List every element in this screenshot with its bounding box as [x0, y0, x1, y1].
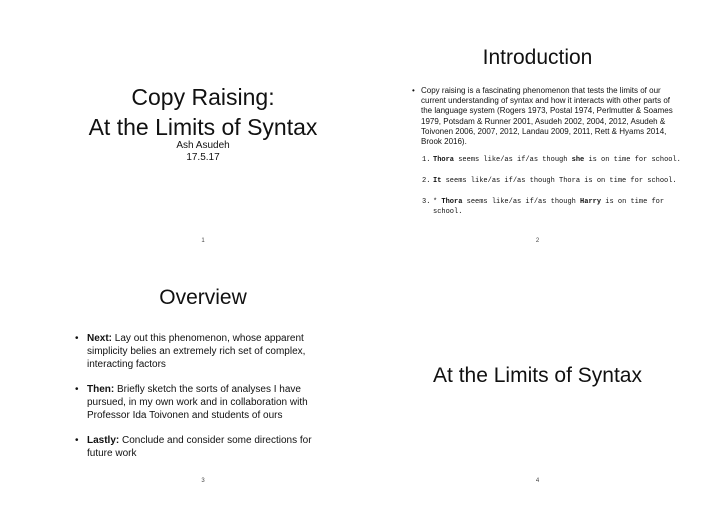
example-item [422, 176, 682, 186]
example-middle: seems like/as if/as though [462, 198, 581, 206]
overview-item [75, 332, 325, 371]
author-name: Ash Asudeh [176, 140, 230, 151]
intro-bullet-text: Copy raising is a fascinating phenomenon that tests the limits of our current understanding of syntax and how it interacts with other parts of the language system (Rogers 1973, Postal 1974, Perlmutter & Soames 1979, Potsdam & Runner 2001, Asudeh 2002, 2004, 2012, Asudeh & Toivonen 2006, 2007, 2012, Landau 2009, 2011, Rett & Hyams 2014, Brook 2016). [421, 86, 673, 147]
page-number: 2 [535, 238, 540, 244]
slide-heading: Introduction [482, 46, 593, 69]
example-number: 1. [422, 156, 431, 164]
overview-item-text: Conclude and consider some directions for future work [87, 435, 312, 459]
example-prefix: * [433, 198, 442, 206]
example-subject: Thora [441, 198, 463, 206]
overview-item [75, 434, 325, 460]
overview-list [75, 332, 325, 472]
bullet-icon: • [412, 86, 415, 95]
example-number: 3. [422, 198, 431, 206]
page-number: 3 [201, 478, 205, 484]
example-subject: Thora [433, 156, 455, 164]
page-number: 1 [201, 238, 205, 244]
example-middle: seems like/as if/as though [454, 156, 572, 164]
overview-item-label: Then: [87, 384, 115, 395]
bullet-icon: • [75, 435, 79, 446]
overview-item-label: Lastly: [87, 435, 120, 446]
example-copy-pronoun: Harry [580, 198, 602, 206]
example-item [422, 155, 682, 165]
page-number: 4 [535, 478, 540, 484]
presentation-title [38, 82, 368, 142]
example-list [422, 155, 682, 228]
slide-title-page [38, 30, 368, 255]
overview-item-label: Next: [87, 333, 113, 344]
example-end: is on time for school. [433, 198, 665, 216]
example-middle: seems like/as if/as though Thora is on time for school. [441, 177, 677, 185]
title-line-1: Copy Raising: [131, 84, 275, 110]
section-title: At the Limits of Syntax [433, 364, 642, 387]
bullet-icon: • [75, 384, 79, 395]
example-end: is on time for school. [584, 156, 681, 164]
slide-heading: Overview [159, 286, 247, 309]
slide-overview [38, 270, 368, 495]
presentation-date: 17.5.17 [186, 152, 220, 163]
title-line-2: At the Limits of Syntax [88, 114, 318, 140]
slide-section [370, 270, 705, 495]
example-number: 2. [422, 177, 431, 185]
intro-bullet [412, 86, 683, 147]
example-copy-pronoun: she [571, 156, 585, 164]
example-subject: It [433, 177, 442, 185]
overview-item [75, 383, 325, 422]
overview-item-text: Briefly sketch the sorts of analyses I have pursued, in my own work and in collaboration with Professor Ida Toivonen and students of ours [87, 384, 308, 421]
example-item [422, 197, 682, 217]
bullet-icon: • [75, 333, 79, 344]
slide-introduction [370, 30, 705, 255]
overview-item-text: Lay out this phenomenon, whose apparent simplicity belies an extremely rich set of complex, interacting factors [87, 333, 306, 370]
